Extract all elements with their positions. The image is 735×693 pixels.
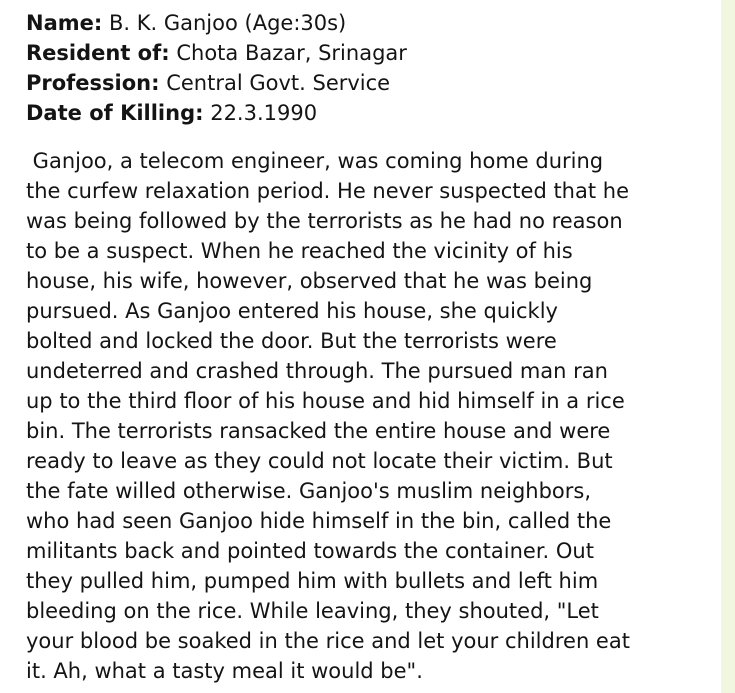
victim-details: [26, 8, 726, 128]
story-line: Ganjoo, a telecom engineer, was coming home during: [26, 149, 604, 173]
story-line: your blood be soaked in the rice and let your children eat: [26, 629, 630, 653]
victim-record: [26, 8, 726, 686]
story-line: up to the third floor of his house and hid himself in a rice: [26, 389, 625, 413]
profession-value: Central Govt. Service: [166, 71, 391, 95]
story-paragraph: [26, 146, 726, 686]
story-line: who had seen Ganjoo hide himself in the bin, called the: [26, 509, 612, 533]
story-line: militants back and pointed towards the container. Out: [26, 539, 594, 563]
date-of-killing-value: 22.3.1990: [210, 101, 318, 125]
resident-label: Resident of:: [26, 41, 170, 65]
story-line: they pulled him, pumped him with bullets and left him: [26, 569, 599, 593]
date-of-killing-row: [26, 98, 726, 128]
story-line: it. Ah, what a tasty meal it would be".: [26, 659, 423, 683]
story-line: bin. The terrorists ransacked the entire house and were: [26, 419, 611, 443]
story-line: the fate willed otherwise. Ganjoo's muslim neighbors,: [26, 479, 592, 503]
story-line: was being followed by the terrorists as he had no reason: [26, 209, 623, 233]
story-line: pursued. As Ganjoo entered his house, she quickly: [26, 299, 558, 323]
profession-row: [26, 68, 726, 98]
story-line: the curfew relaxation period. He never suspected that he: [26, 179, 630, 203]
date-of-killing-label: Date of Killing:: [26, 101, 204, 125]
story-line: bolted and locked the door. But the terrorists were: [26, 329, 557, 353]
story-line: undeterred and crashed through. The pursued man ran: [26, 359, 608, 383]
name-row: [26, 8, 726, 38]
story-line: house, his wife, however, observed that he was being: [26, 269, 593, 293]
name-value: B. K. Ganjoo (Age:30s): [108, 11, 347, 35]
story-line: bleeding on the rice. While leaving, they shouted, "Let: [26, 599, 599, 623]
profession-label: Profession:: [26, 71, 160, 95]
story-line: to be a suspect. When he reached the vicinity of his: [26, 239, 573, 263]
name-label: Name:: [26, 11, 103, 35]
story-line: ready to leave as they could not locate their victim. But: [26, 449, 613, 473]
resident-row: [26, 38, 726, 68]
resident-value: Chota Bazar, Srinagar: [176, 41, 407, 65]
